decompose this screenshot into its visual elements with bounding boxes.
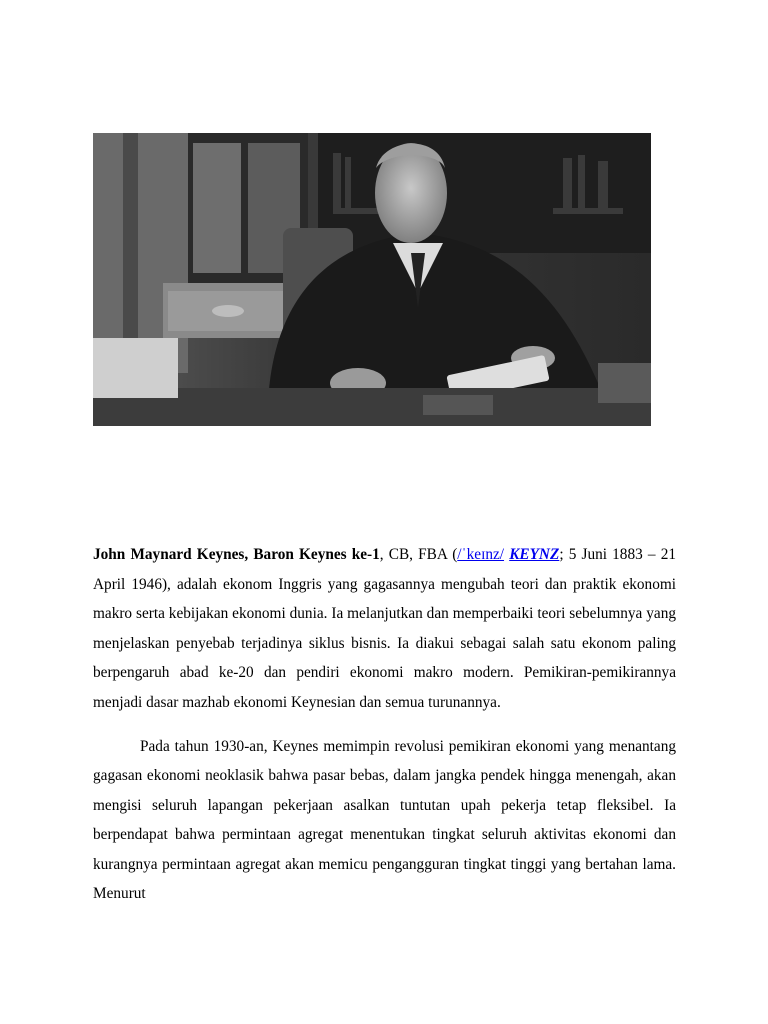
subject-name: John Maynard Keynes, Baron Keynes ke-1 xyxy=(93,546,380,563)
article-body xyxy=(93,540,676,909)
paragraph-1-rest: ; 5 Juni 1883 – 21 April 1946), adalah ekonom Inggris yang gagasannya mengubah teori dan praktik ekonomi makro serta kebijakan ekonomi dunia. Ia melanjutkan dan memperbaiki teori sebelumnya yang menjelaskan penyebab terjadinya siklus bisnis. Ia diakui sebagai salah satu ekonom paling berpengaruh abad ke-20 dan pendiri ekonomi makro modern. Pemikiran-pemikirannya menjadi dasar mazhab ekonomi Keynesian dan semua turunannya. xyxy=(93,546,676,711)
ipa-link[interactable]: /ˈkeɪnz/ xyxy=(457,546,505,563)
paragraph-2: Pada tahun 1930-an, Keynes memimpin revolusi pemikiran ekonomi yang menantang gagasan ekonomi neoklasik bahwa pasar bebas, dalam jangka pendek hingga menengah, akan mengisi seluruh lapangan pekerjaan asalkan tuntutan upah pekerja tetap fleksibel. Ia berpendapat bahwa permintaan agregat menentukan tingkat seluruh aktivitas ekonomi dan kurangnya permintaan agregat akan memicu pengangguran tingkat tinggi yang bertahan lama. Menurut xyxy=(93,737,676,902)
honours-text: , CB, FBA ( xyxy=(379,546,458,563)
portrait-photo xyxy=(93,133,651,426)
respelling-text: KEYNZ xyxy=(509,546,560,563)
paragraph-1 xyxy=(93,540,676,717)
respelling-link[interactable] xyxy=(509,546,559,563)
